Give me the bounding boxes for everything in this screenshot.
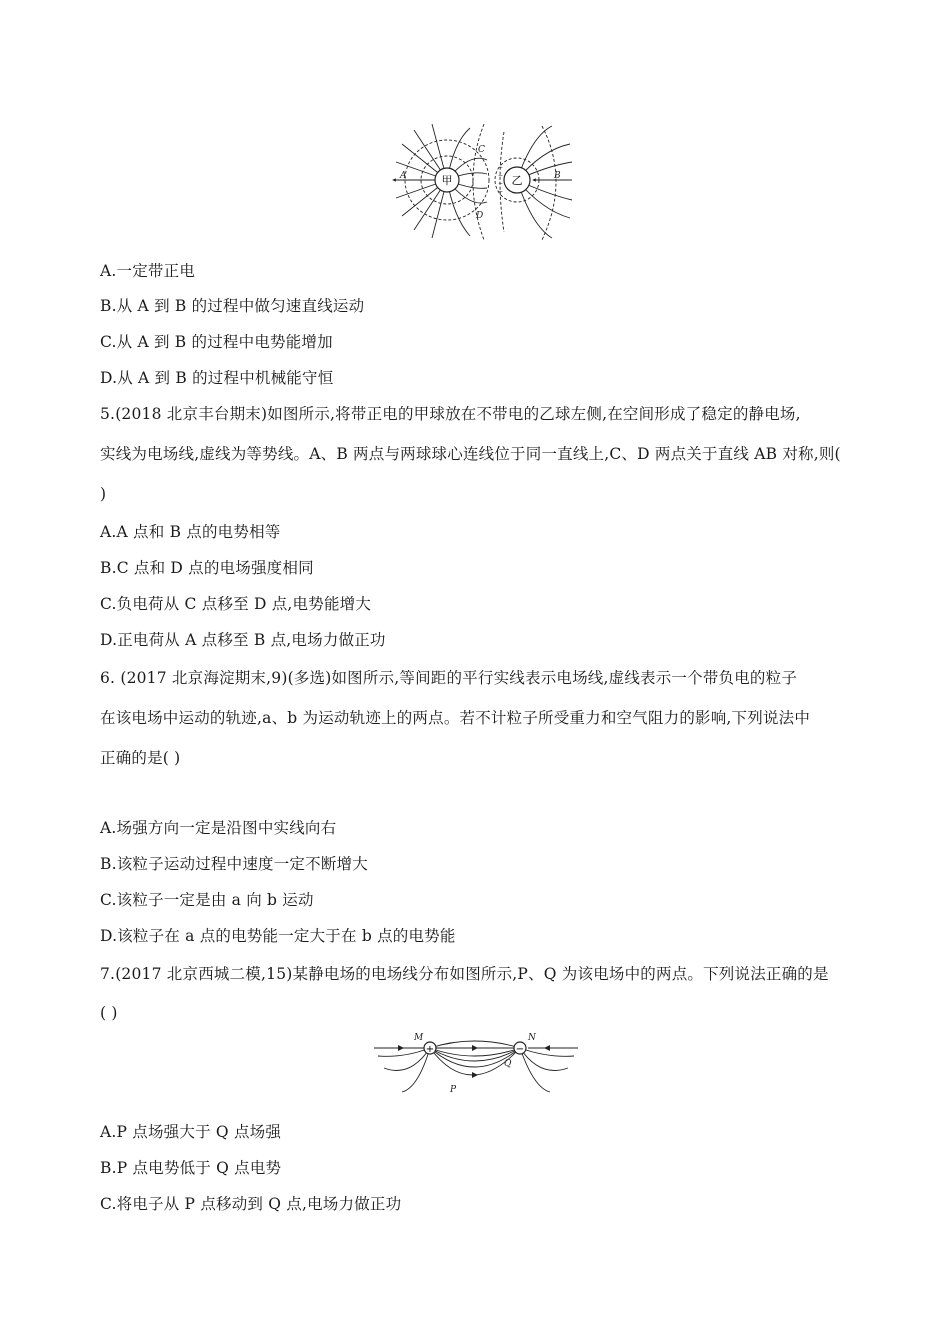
q7-stem-line-1: 7.(2017 北京西城二模,15)某静电场的电场线分布如图所示,P、Q 为该电场中的两点。下列说法正确的是 bbox=[100, 965, 829, 983]
q7-option-b: B.P 点电势低于 Q 点电势 bbox=[100, 1159, 282, 1177]
point-a-label: A bbox=[400, 171, 407, 181]
field-figure-dipole bbox=[374, 1030, 578, 1096]
dipole-lines-svg bbox=[374, 1030, 578, 1096]
q6-stem-line-2: 在该电场中运动的轨迹,a、b 为运动轨迹上的两点。若不计粒子所受重力和空气阻力的影响,下列说法中 bbox=[100, 709, 811, 727]
q5-option-a: A.A 点和 B 点的电势相等 bbox=[100, 523, 281, 541]
svg-text:−: − bbox=[498, 172, 504, 179]
q7-option-c: C.将电子从 P 点移动到 Q 点,电场力做正功 bbox=[100, 1195, 402, 1213]
point-c-label: C bbox=[478, 145, 485, 155]
q6-option-a: A.场强方向一定是沿图中实线向右 bbox=[100, 819, 337, 837]
point-p-label: P bbox=[450, 1085, 457, 1095]
point-m-label: M bbox=[414, 1033, 424, 1043]
plus-sign: + bbox=[425, 1044, 435, 1055]
q6-option-d: D.该粒子在 a 点的电势能一定大于在 b 点的电势能 bbox=[100, 927, 456, 945]
q6-stem-line-1: 6. (2017 北京海淀期末,9)(多选)如图所示,等间距的平行实线表示电场线,虚线表示一个带负电的粒子 bbox=[100, 669, 798, 687]
q4-option-d: D.从 A 到 B 的过程中机械能守恒 bbox=[100, 369, 334, 387]
q5-option-d: D.正电荷从 A 点移至 B 点,电场力做正功 bbox=[100, 631, 386, 649]
point-n-label: N bbox=[528, 1033, 536, 1043]
q6-option-c: C.该粒子一定是由 a 向 b 运动 bbox=[100, 891, 314, 909]
svg-text:−: − bbox=[498, 188, 504, 195]
q7-stem-line-2: ( ) bbox=[100, 1004, 118, 1022]
minus-sign: − bbox=[515, 1044, 525, 1055]
q4-option-c: C.从 A 到 B 的过程中电势能增加 bbox=[100, 333, 333, 351]
point-d-label: D bbox=[476, 211, 484, 221]
q5-stem-line-3: ) bbox=[100, 485, 107, 503]
q5-stem-line-2: 实线为电场线,虚线为等势线。A、B 两点与两球球心连线位于同一直线上,C、D 两点关于直线 AB 对称,则( bbox=[100, 445, 841, 463]
q5-option-b: B.C 点和 D 点的电场强度相同 bbox=[100, 559, 314, 577]
point-b-label: B bbox=[554, 171, 561, 181]
q6-stem-line-3: 正确的是( ) bbox=[100, 749, 181, 767]
sphere-jia-label: 甲 bbox=[441, 174, 453, 187]
field-figure-spheres bbox=[392, 122, 574, 244]
sphere-yi-label: 乙 bbox=[511, 174, 523, 187]
svg-text:−: − bbox=[498, 164, 504, 171]
q4-option-b: B.从 A 到 B 的过程中做匀速直线运动 bbox=[100, 297, 365, 315]
svg-text:−: − bbox=[498, 180, 504, 187]
q5-stem-line-1: 5.(2018 北京丰台期末)如图所示,将带正电的甲球放在不带电的乙球左侧,在空间形成了稳定的静电场, bbox=[100, 405, 801, 423]
field-lines-svg bbox=[392, 122, 574, 244]
q4-option-a: A.一定带正电 bbox=[100, 262, 196, 280]
point-q-label: Q bbox=[504, 1059, 512, 1069]
q7-option-a: A.P 点场强大于 Q 点场强 bbox=[100, 1123, 282, 1141]
q6-option-b: B.该粒子运动过程中速度一定不断增大 bbox=[100, 855, 368, 873]
q5-option-c: C.负电荷从 C 点移至 D 点,电势能增大 bbox=[100, 595, 372, 613]
